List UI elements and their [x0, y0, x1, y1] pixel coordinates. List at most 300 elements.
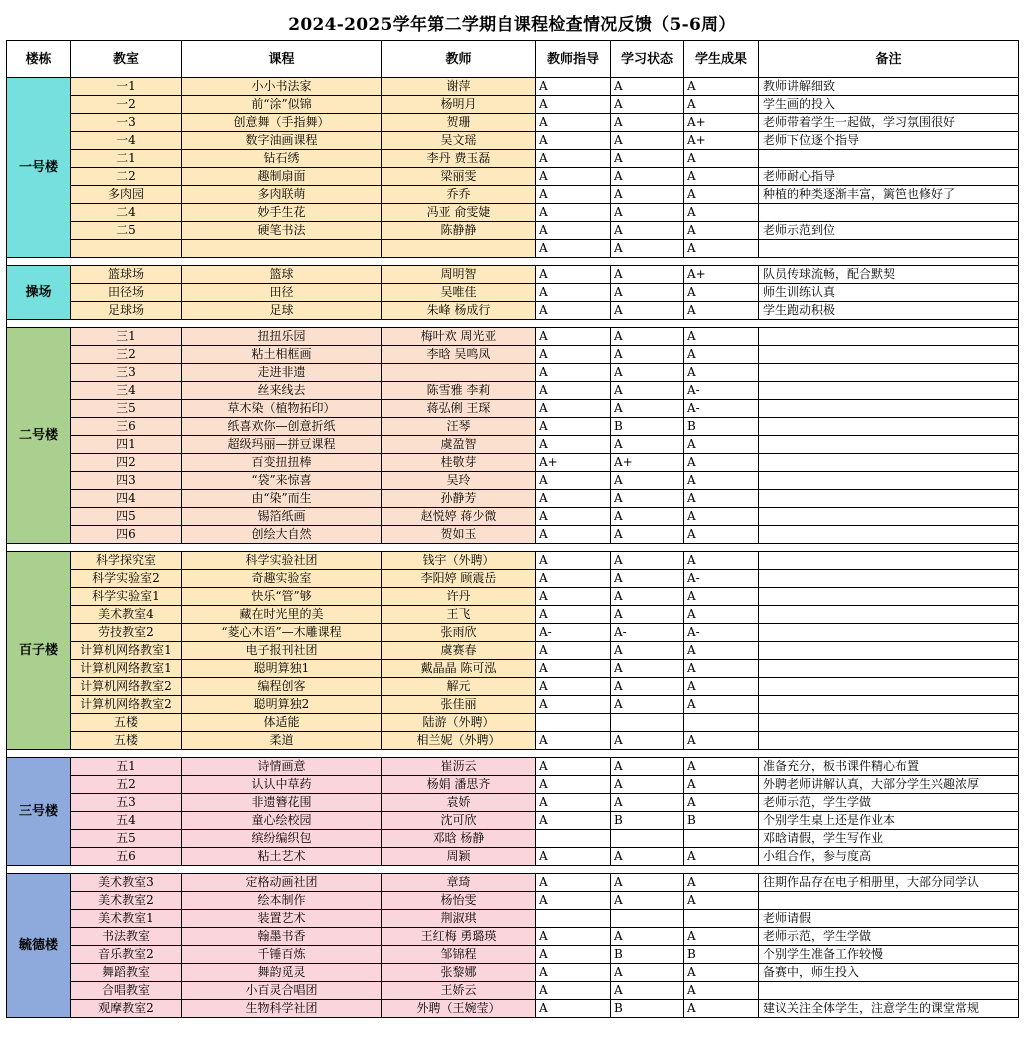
- student-results-cell: B: [684, 946, 759, 964]
- room-cell: 三6: [71, 418, 182, 436]
- note-cell: [759, 204, 1019, 222]
- room-cell: 三1: [71, 328, 182, 346]
- learning-state-cell: A: [611, 758, 684, 776]
- course-cell: 小小书法家: [182, 78, 382, 96]
- teacher-guidance-cell: A: [536, 266, 611, 284]
- student-results-cell: A: [684, 222, 759, 240]
- table-row: [7, 526, 1019, 544]
- table-row: [7, 418, 1019, 436]
- course-cell: 锡箔纸画: [182, 508, 382, 526]
- learning-state-cell: B: [611, 418, 684, 436]
- teacher-cell: 虞盈智: [382, 436, 536, 454]
- student-results-cell: A: [684, 436, 759, 454]
- learning-state-cell: B: [611, 1000, 684, 1018]
- teacher-cell: 李阳婷 顾震岳: [382, 570, 536, 588]
- header-student-results: 学生成果: [684, 41, 759, 78]
- student-results-cell: A: [684, 928, 759, 946]
- note-cell: [759, 642, 1019, 660]
- teacher-cell: 王娇云: [382, 982, 536, 1000]
- student-results-cell: B: [684, 418, 759, 436]
- learning-state-cell: A: [611, 114, 684, 132]
- table-row: [7, 570, 1019, 588]
- learning-state-cell: A+: [611, 454, 684, 472]
- note-cell: [759, 418, 1019, 436]
- teacher-guidance-cell: A: [536, 660, 611, 678]
- student-results-cell: A: [684, 78, 759, 96]
- course-cell: 科学实验社团: [182, 552, 382, 570]
- teacher-cell: 吴文瑶: [382, 132, 536, 150]
- room-cell: 四5: [71, 508, 182, 526]
- course-cell: 绘本制作: [182, 892, 382, 910]
- student-results-cell: A+: [684, 114, 759, 132]
- room-cell: 三5: [71, 400, 182, 418]
- room-cell: 足球场: [71, 302, 182, 320]
- table-row: [7, 794, 1019, 812]
- teacher-guidance-cell: A: [536, 776, 611, 794]
- teacher-guidance-cell: A: [536, 240, 611, 258]
- student-results-cell: A: [684, 328, 759, 346]
- teacher-cell: 章琦: [382, 874, 536, 892]
- course-cell: 小百灵合唱团: [182, 982, 382, 1000]
- header-notes: 备注: [759, 41, 1019, 78]
- student-results-cell: A: [684, 660, 759, 678]
- teacher-cell: 桂敬芽: [382, 454, 536, 472]
- table-row: [7, 830, 1019, 848]
- header-row: [7, 41, 1019, 78]
- room-cell: 计算机网络教室1: [71, 660, 182, 678]
- course-cell: 翰墨书香: [182, 928, 382, 946]
- teacher-cell: 戴晶晶 陈可泓: [382, 660, 536, 678]
- note-cell: [759, 150, 1019, 168]
- course-cell: 扭扭乐园: [182, 328, 382, 346]
- table-row: [7, 240, 1019, 258]
- learning-state-cell: A: [611, 848, 684, 866]
- teacher-guidance-cell: A: [536, 204, 611, 222]
- learning-state-cell: A: [611, 490, 684, 508]
- teacher-cell: 荆淑琪: [382, 910, 536, 928]
- table-row: [7, 472, 1019, 490]
- table-row: [7, 812, 1019, 830]
- learning-state-cell: A: [611, 552, 684, 570]
- learning-state-cell: A: [611, 874, 684, 892]
- table-row: [7, 436, 1019, 454]
- room-cell: 五楼: [71, 714, 182, 732]
- teacher-guidance-cell: [536, 830, 611, 848]
- note-cell: 往期作品存在电子相册里，大部分同学认: [759, 874, 1019, 892]
- learning-state-cell: A: [611, 794, 684, 812]
- note-cell: [759, 606, 1019, 624]
- learning-state-cell: A: [611, 606, 684, 624]
- room-cell: 三2: [71, 346, 182, 364]
- table-row: [7, 892, 1019, 910]
- note-cell: 外聘老师讲解认真，大部分学生兴趣浓厚: [759, 776, 1019, 794]
- learning-state-cell: A: [611, 204, 684, 222]
- sheet-title: 2024-2025学年第二学期自课程检查情况反馈（5-6周）: [288, 15, 736, 35]
- learning-state-cell: A: [611, 892, 684, 910]
- course-cell: 诗情画意: [182, 758, 382, 776]
- student-results-cell: A+: [684, 266, 759, 284]
- teacher-guidance-cell: A: [536, 732, 611, 750]
- note-cell: [759, 400, 1019, 418]
- student-results-cell: A: [684, 186, 759, 204]
- table-row: [7, 714, 1019, 732]
- note-cell: [759, 892, 1019, 910]
- room-cell: 一4: [71, 132, 182, 150]
- note-cell: [759, 508, 1019, 526]
- note-cell: [759, 328, 1019, 346]
- student-results-cell: A: [684, 696, 759, 714]
- teacher-cell: 冯亚 俞雯婕: [382, 204, 536, 222]
- note-cell: [759, 696, 1019, 714]
- student-results-cell: A: [684, 346, 759, 364]
- teacher-cell: 陈雪雅 李莉: [382, 382, 536, 400]
- table-row: [7, 910, 1019, 928]
- section-divider: [7, 320, 1019, 328]
- note-cell: 种植的种类逐渐丰富，篱笆也修好了: [759, 186, 1019, 204]
- learning-state-cell: A: [611, 328, 684, 346]
- room-cell: 二1: [71, 150, 182, 168]
- note-cell: 教师讲解细致: [759, 78, 1019, 96]
- teacher-cell: [382, 240, 536, 258]
- note-cell: [759, 364, 1019, 382]
- teacher-guidance-cell: A: [536, 874, 611, 892]
- learning-state-cell: A: [611, 964, 684, 982]
- learning-state-cell: A: [611, 78, 684, 96]
- header-teacher-guidance: 教师指导: [536, 41, 611, 78]
- teacher-cell: 乔乔: [382, 186, 536, 204]
- room-cell: 计算机网络教室1: [71, 642, 182, 660]
- room-cell: 观摩教室2: [71, 1000, 182, 1018]
- room-cell: 二5: [71, 222, 182, 240]
- room-cell: 三3: [71, 364, 182, 382]
- course-cell: “袋”来惊喜: [182, 472, 382, 490]
- learning-state-cell: A: [611, 570, 684, 588]
- course-cell: 舞韵觅灵: [182, 964, 382, 982]
- room-cell: 二4: [71, 204, 182, 222]
- teacher-cell: [382, 364, 536, 382]
- room-cell: 五1: [71, 758, 182, 776]
- student-results-cell: A: [684, 168, 759, 186]
- student-results-cell: A-: [684, 400, 759, 418]
- room-cell: 美术教室3: [71, 874, 182, 892]
- table-row: [7, 552, 1019, 570]
- learning-state-cell: A: [611, 132, 684, 150]
- table-row: [7, 96, 1019, 114]
- inspection-table: [6, 40, 1019, 1018]
- course-cell: 电子报刊社团: [182, 642, 382, 660]
- table-row: [7, 848, 1019, 866]
- learning-state-cell: A: [611, 660, 684, 678]
- table-row: [7, 168, 1019, 186]
- teacher-cell: 许丹: [382, 588, 536, 606]
- course-cell: 妙手生花: [182, 204, 382, 222]
- note-cell: [759, 346, 1019, 364]
- header-course: 课程: [182, 41, 382, 78]
- learning-state-cell: A: [611, 364, 684, 382]
- learning-state-cell: A: [611, 284, 684, 302]
- teacher-guidance-cell: A: [536, 302, 611, 320]
- room-cell: 美术教室2: [71, 892, 182, 910]
- table-row: [7, 696, 1019, 714]
- table-row: [7, 588, 1019, 606]
- course-cell: 装置艺术: [182, 910, 382, 928]
- teacher-guidance-cell: A: [536, 284, 611, 302]
- course-cell: 超级玛丽—拼豆课程: [182, 436, 382, 454]
- teacher-cell: 王飞: [382, 606, 536, 624]
- teacher-guidance-cell: A: [536, 794, 611, 812]
- building-cell: 一号楼: [7, 78, 71, 258]
- table-row: [7, 284, 1019, 302]
- course-cell: 田径: [182, 284, 382, 302]
- section-divider: [7, 750, 1019, 758]
- building-cell: 三号楼: [7, 758, 71, 866]
- room-cell: 二2: [71, 168, 182, 186]
- student-results-cell: A: [684, 472, 759, 490]
- header-teacher: 教师: [382, 41, 536, 78]
- course-cell: 体适能: [182, 714, 382, 732]
- learning-state-cell: A: [611, 526, 684, 544]
- student-results-cell: A-: [684, 570, 759, 588]
- building-cell: 二号楼: [7, 328, 71, 544]
- learning-state-cell: A: [611, 400, 684, 418]
- table-row: [7, 222, 1019, 240]
- room-cell: 一2: [71, 96, 182, 114]
- course-cell: 缤纷编织包: [182, 830, 382, 848]
- table-row: [7, 382, 1019, 400]
- teacher-guidance-cell: A: [536, 186, 611, 204]
- room-cell: [71, 240, 182, 258]
- student-results-cell: A: [684, 964, 759, 982]
- header-learning-state: 学习状态: [611, 41, 684, 78]
- learning-state-cell: A: [611, 302, 684, 320]
- table-row: [7, 302, 1019, 320]
- student-results-cell: A: [684, 150, 759, 168]
- teacher-cell: 张佳丽: [382, 696, 536, 714]
- teacher-cell: 陈静静: [382, 222, 536, 240]
- teacher-guidance-cell: A: [536, 758, 611, 776]
- course-cell: 聪明算独1: [182, 660, 382, 678]
- room-cell: 五5: [71, 830, 182, 848]
- learning-state-cell: A: [611, 588, 684, 606]
- teacher-cell: 沈可欣: [382, 812, 536, 830]
- note-cell: 队员传球流畅，配合默契: [759, 266, 1019, 284]
- teacher-cell: 外聘（王婉莹）: [382, 1000, 536, 1018]
- note-cell: 小组合作，参与度高: [759, 848, 1019, 866]
- course-cell: 数字油画课程: [182, 132, 382, 150]
- course-cell: 由“染”而生: [182, 490, 382, 508]
- teacher-guidance-cell: A: [536, 812, 611, 830]
- course-cell: 童心绘校园: [182, 812, 382, 830]
- student-results-cell: A: [684, 606, 759, 624]
- teacher-cell: 陆游（外聘）: [382, 714, 536, 732]
- course-cell: 百变扭扭棒: [182, 454, 382, 472]
- student-results-cell: A: [684, 526, 759, 544]
- teacher-cell: 梁丽雯: [382, 168, 536, 186]
- teacher-guidance-cell: A: [536, 570, 611, 588]
- course-cell: 聪明算独2: [182, 696, 382, 714]
- room-cell: 五3: [71, 794, 182, 812]
- student-results-cell: A: [684, 642, 759, 660]
- teacher-guidance-cell: A: [536, 696, 611, 714]
- teacher-guidance-cell: A: [536, 382, 611, 400]
- note-cell: 个别学生桌上还是作业本: [759, 812, 1019, 830]
- student-results-cell: A: [684, 454, 759, 472]
- note-cell: 老师下位逐个指导: [759, 132, 1019, 150]
- table-row: [7, 874, 1019, 892]
- table-row: [7, 400, 1019, 418]
- course-cell: 前“涂”似锦: [182, 96, 382, 114]
- note-cell: [759, 382, 1019, 400]
- course-cell: 生物科学社团: [182, 1000, 382, 1018]
- note-cell: [759, 732, 1019, 750]
- learning-state-cell: [611, 714, 684, 732]
- teacher-guidance-cell: A: [536, 328, 611, 346]
- table-row: [7, 660, 1019, 678]
- header-building: 楼栋: [7, 41, 71, 78]
- student-results-cell: A: [684, 732, 759, 750]
- learning-state-cell: A: [611, 696, 684, 714]
- teacher-guidance-cell: A: [536, 472, 611, 490]
- note-cell: [759, 678, 1019, 696]
- table-row: [7, 982, 1019, 1000]
- note-cell: 准备充分，板书课件精心布置: [759, 758, 1019, 776]
- learning-state-cell: [611, 910, 684, 928]
- table-row: [7, 946, 1019, 964]
- learning-state-cell: B: [611, 812, 684, 830]
- learning-state-cell: A: [611, 678, 684, 696]
- room-cell: 一1: [71, 78, 182, 96]
- note-cell: 邓晗请假，学生写作业: [759, 830, 1019, 848]
- room-cell: 篮球场: [71, 266, 182, 284]
- teacher-cell: 邹锦程: [382, 946, 536, 964]
- section-divider: [7, 258, 1019, 266]
- student-results-cell: A-: [684, 382, 759, 400]
- learning-state-cell: A-: [611, 624, 684, 642]
- teacher-guidance-cell: A: [536, 606, 611, 624]
- teacher-guidance-cell: [536, 910, 611, 928]
- teacher-cell: 袁娇: [382, 794, 536, 812]
- course-cell: 创绘大自然: [182, 526, 382, 544]
- learning-state-cell: A: [611, 186, 684, 204]
- learning-state-cell: B: [611, 946, 684, 964]
- room-cell: 劳技教室2: [71, 624, 182, 642]
- learning-state-cell: A: [611, 776, 684, 794]
- table-row: [7, 642, 1019, 660]
- teacher-cell: 杨明月: [382, 96, 536, 114]
- course-cell: 钻石绣: [182, 150, 382, 168]
- room-cell: 音乐教室2: [71, 946, 182, 964]
- teacher-guidance-cell: A: [536, 78, 611, 96]
- table-row: [7, 266, 1019, 284]
- room-cell: 四6: [71, 526, 182, 544]
- building-cell: 操场: [7, 266, 71, 320]
- course-cell: “菱心木语”—木雕课程: [182, 624, 382, 642]
- room-cell: 一3: [71, 114, 182, 132]
- teacher-guidance-cell: A: [536, 132, 611, 150]
- table-row: [7, 364, 1019, 382]
- note-cell: 老师耐心指导: [759, 168, 1019, 186]
- table-row: [7, 508, 1019, 526]
- note-cell: 备赛中，师生投入: [759, 964, 1019, 982]
- teacher-guidance-cell: A: [536, 150, 611, 168]
- learning-state-cell: A: [611, 222, 684, 240]
- table-row: [7, 964, 1019, 982]
- room-cell: 五4: [71, 812, 182, 830]
- student-results-cell: A: [684, 1000, 759, 1018]
- room-cell: 科学探究室: [71, 552, 182, 570]
- section-divider: [7, 866, 1019, 874]
- teacher-guidance-cell: A: [536, 848, 611, 866]
- room-cell: 三4: [71, 382, 182, 400]
- building-cell: 百子楼: [7, 552, 71, 750]
- student-results-cell: A: [684, 678, 759, 696]
- teacher-cell: 李晗 吴鸣凤: [382, 346, 536, 364]
- course-cell: 丝来线去: [182, 382, 382, 400]
- teacher-guidance-cell: A: [536, 114, 611, 132]
- room-cell: 书法教室: [71, 928, 182, 946]
- teacher-guidance-cell: A: [536, 168, 611, 186]
- table-row: [7, 606, 1019, 624]
- note-cell: 老师请假: [759, 910, 1019, 928]
- teacher-cell: 钱宇（外聘）: [382, 552, 536, 570]
- teacher-guidance-cell: A+: [536, 454, 611, 472]
- note-cell: 学生跑动积极: [759, 302, 1019, 320]
- course-cell: 非遗簪花围: [182, 794, 382, 812]
- student-results-cell: A: [684, 874, 759, 892]
- room-cell: 田径场: [71, 284, 182, 302]
- table-body: [7, 78, 1019, 1018]
- teacher-cell: 周颖: [382, 848, 536, 866]
- student-results-cell: A: [684, 490, 759, 508]
- note-cell: [759, 714, 1019, 732]
- teacher-cell: 吴唯佳: [382, 284, 536, 302]
- teacher-guidance-cell: A: [536, 678, 611, 696]
- learning-state-cell: A: [611, 382, 684, 400]
- teacher-guidance-cell: A: [536, 508, 611, 526]
- learning-state-cell: A: [611, 732, 684, 750]
- student-results-cell: B: [684, 812, 759, 830]
- course-cell: 柔道: [182, 732, 382, 750]
- header-room: 教室: [71, 41, 182, 78]
- learning-state-cell: A: [611, 168, 684, 186]
- learning-state-cell: A: [611, 642, 684, 660]
- teacher-cell: 杨怡雯: [382, 892, 536, 910]
- building-cell: 毓德楼: [7, 874, 71, 1018]
- room-cell: 科学实验室1: [71, 588, 182, 606]
- teacher-cell: 蒋弘俐 王琛: [382, 400, 536, 418]
- student-results-cell: A: [684, 794, 759, 812]
- room-cell: 五2: [71, 776, 182, 794]
- room-cell: 美术教室1: [71, 910, 182, 928]
- note-cell: 学生画的投入: [759, 96, 1019, 114]
- course-cell: 藏在时光里的美: [182, 606, 382, 624]
- teacher-cell: 谢萍: [382, 78, 536, 96]
- learning-state-cell: A: [611, 508, 684, 526]
- learning-state-cell: A: [611, 150, 684, 168]
- student-results-cell: A: [684, 302, 759, 320]
- teacher-guidance-cell: A: [536, 928, 611, 946]
- note-cell: [759, 436, 1019, 454]
- student-results-cell: A: [684, 848, 759, 866]
- course-cell: 认认中草药: [182, 776, 382, 794]
- teacher-guidance-cell: A: [536, 436, 611, 454]
- course-cell: 定格动画社团: [182, 874, 382, 892]
- teacher-guidance-cell: A: [536, 1000, 611, 1018]
- course-cell: 趣制扇面: [182, 168, 382, 186]
- student-results-cell: [684, 910, 759, 928]
- teacher-cell: 李丹 费玉磊: [382, 150, 536, 168]
- teacher-cell: 邓晗 杨静: [382, 830, 536, 848]
